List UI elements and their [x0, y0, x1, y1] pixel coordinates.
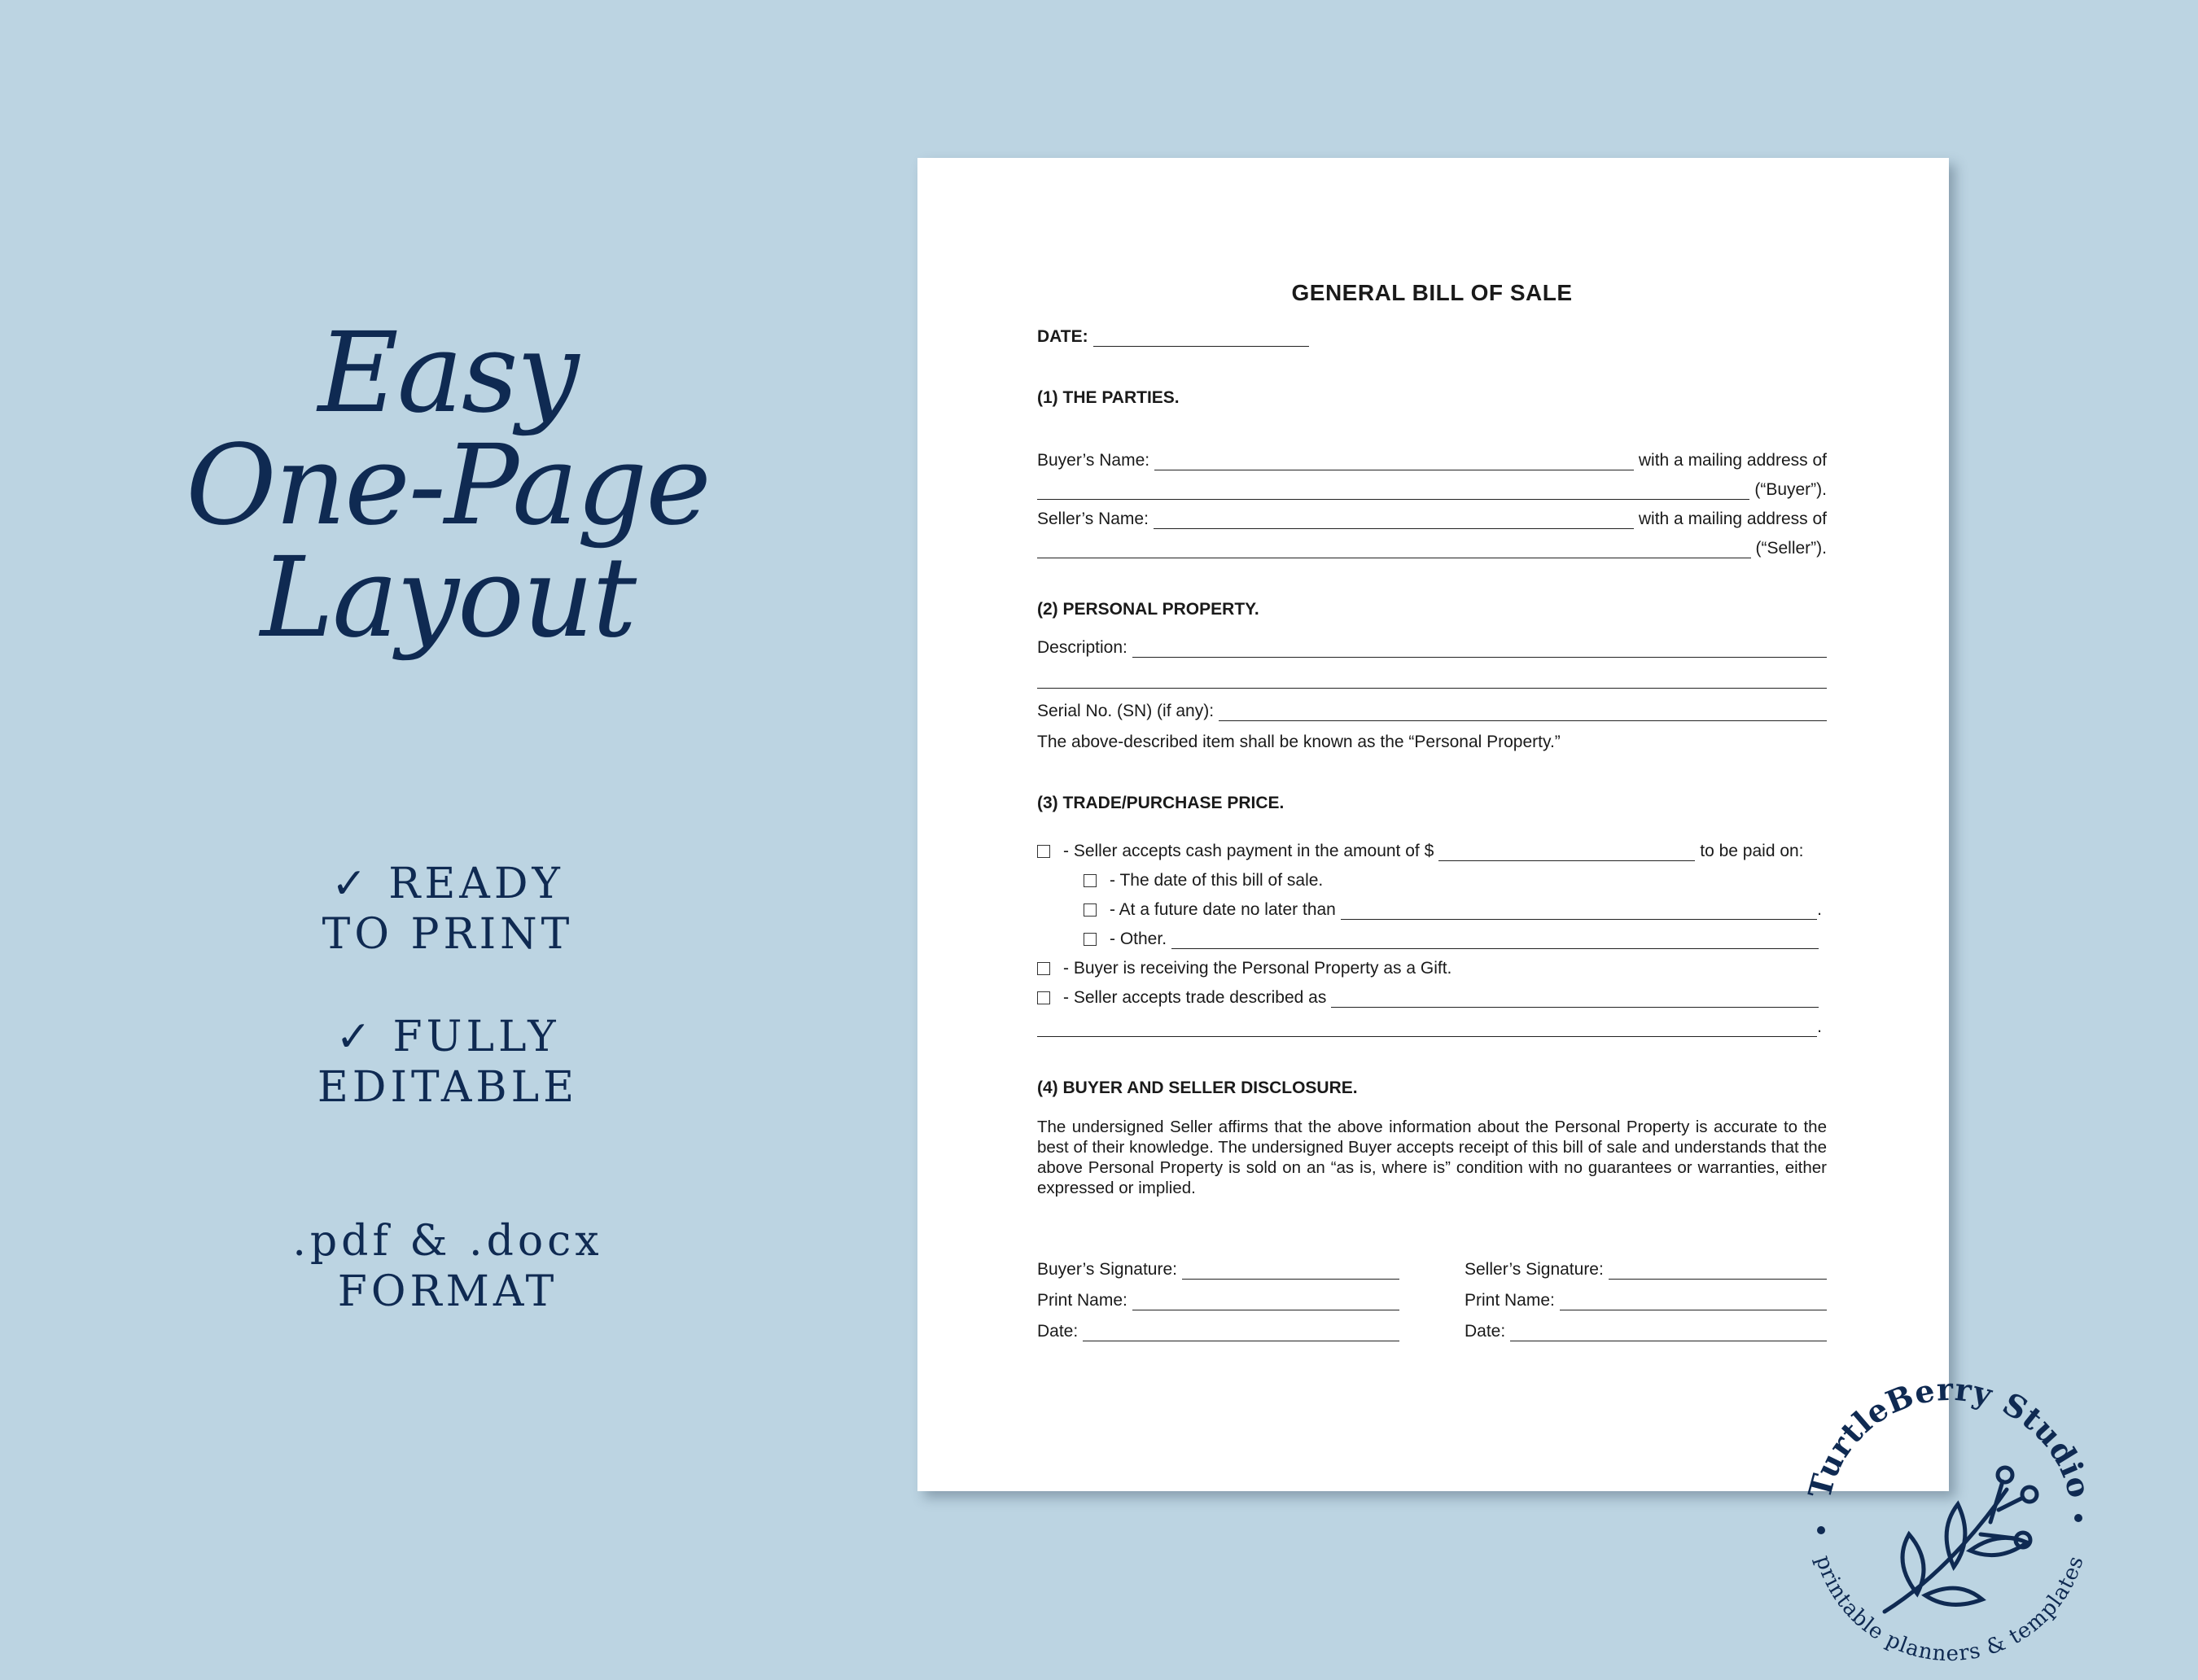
serial-line[interactable] [1219, 704, 1827, 721]
stamp-dot-left [1817, 1526, 1825, 1534]
seller-address-label: with a mailing address of [1638, 510, 1827, 528]
buyer-name-label: Buyer’s Name: [1037, 451, 1150, 470]
description-line-2[interactable] [1037, 672, 1827, 689]
trade-line[interactable] [1331, 991, 1819, 1008]
document-title: GENERAL BILL OF SALE [1291, 280, 1573, 305]
option-other-label: - Other. [1110, 930, 1167, 948]
buyer-print-name-line[interactable] [1132, 1293, 1399, 1310]
sprig-icon [1885, 1468, 2037, 1612]
description-line[interactable] [1132, 641, 1827, 658]
option-other-checkbox[interactable] [1084, 933, 1097, 946]
trade-option-row [1037, 987, 1827, 1008]
seller-print-name-label: Print Name: [1465, 1291, 1555, 1310]
seller-signature-column [1465, 1258, 1827, 1341]
buyer-date-label: Date: [1037, 1322, 1079, 1341]
document-page [917, 158, 1949, 1491]
feature-editable-line-1: ✓ FULLY [335, 1013, 560, 1061]
buyer-print-name-row [1037, 1289, 1399, 1310]
buyer-date-line[interactable] [1083, 1324, 1399, 1341]
seller-date-line[interactable] [1510, 1324, 1827, 1341]
gift-checkbox[interactable] [1037, 962, 1050, 975]
serial-row [1037, 700, 1827, 721]
section-price-heading: (3) TRADE/PURCHASE PRICE. [1037, 794, 1285, 812]
cash-amount-line[interactable] [1438, 844, 1695, 861]
seller-signature-row [1465, 1258, 1827, 1280]
headline-line-3: Layout [260, 534, 636, 663]
feature-format-line-1: .pdf & .docx [292, 1217, 603, 1266]
buyer-signature-label: Buyer’s Signature: [1037, 1260, 1177, 1279]
headline-line-2: One-Page [186, 422, 710, 550]
seller-signature-label: Seller’s Signature: [1465, 1260, 1604, 1279]
gift-label: - Buyer is receiving the Personal Property as a Gift. [1063, 959, 1452, 978]
description-row [1037, 637, 1827, 658]
signature-block [1037, 1258, 1827, 1341]
option-date-row [1037, 869, 1827, 890]
date-line[interactable] [1093, 330, 1309, 347]
date-label: DATE: [1037, 327, 1088, 346]
feature-ready-line-2: TO PRINT [322, 910, 574, 959]
seller-name-line[interactable] [1154, 512, 1634, 529]
feature-editable-line-2: EDITABLE [317, 1063, 579, 1112]
brand-stamp-logo [1795, 1367, 2104, 1677]
seller-date-label: Date: [1465, 1322, 1506, 1341]
seller-signature-line[interactable] [1609, 1262, 1827, 1280]
option-future-line[interactable] [1341, 903, 1817, 920]
seller-date-row [1465, 1320, 1827, 1341]
serial-label: Serial No. (SN) (if any): [1037, 702, 1215, 720]
seller-address-row [1037, 537, 1827, 558]
description-label: Description: [1037, 638, 1127, 657]
buyer-signature-column [1037, 1258, 1399, 1341]
buyer-print-name-label: Print Name: [1037, 1291, 1127, 1310]
trade-period: . [1817, 1017, 1822, 1036]
gift-option-row [1037, 957, 1827, 978]
buyer-address-row [1037, 479, 1827, 500]
feature-ready-to-print [0, 859, 895, 960]
description-row-2 [1037, 667, 1827, 689]
cash-checkbox[interactable] [1037, 845, 1050, 858]
seller-print-name-row [1465, 1289, 1827, 1310]
buyer-signature-line[interactable] [1182, 1262, 1399, 1280]
promo-panel [0, 0, 895, 1648]
disclosure-text: The undersigned Seller affirms that the above information about the Personal Property is accurate to the best of their knowledge. The undersigned Buyer accepts receipt of this bill of sale and understands that the above Personal Property is sold on an “as is, where is” condition with no guarantees or warranties, either expressed or implied. [1037, 1118, 1827, 1197]
cash-suffix: to be paid on: [1700, 842, 1804, 860]
buyer-date-row [1037, 1320, 1399, 1341]
feature-format [0, 1216, 895, 1317]
headline [0, 309, 895, 663]
option-other-line[interactable] [1171, 932, 1819, 949]
seller-print-name-line[interactable] [1560, 1293, 1827, 1310]
headline-line-1: Easy [317, 309, 578, 438]
stamp-bottom-text: printable planners & templates [1811, 1552, 2089, 1667]
seller-address-line[interactable] [1037, 541, 1751, 558]
option-date-label: - The date of this bill of sale. [1110, 871, 1324, 890]
trade-line-2[interactable] [1037, 1020, 1817, 1037]
feature-format-line-2: FORMAT [337, 1267, 558, 1316]
buyer-address-line[interactable] [1037, 483, 1749, 500]
buyer-tag: (“Buyer”). [1754, 480, 1827, 499]
option-other-row [1037, 928, 1827, 949]
known-as-row [1037, 731, 1827, 752]
feature-fully-editable [0, 1012, 895, 1113]
seller-name-row [1037, 508, 1827, 529]
trade-line-row-2 [1037, 1016, 1827, 1037]
known-as-text: The above-described item shall be known as the “Personal Property.” [1037, 733, 1561, 751]
seller-name-label: Seller’s Name: [1037, 510, 1149, 528]
section-disclosure-heading: (4) BUYER AND SELLER DISCLOSURE. [1037, 1078, 1358, 1097]
option-future-row [1037, 899, 1827, 920]
seller-tag: (“Seller”). [1755, 539, 1827, 558]
buyer-name-line[interactable] [1154, 453, 1634, 470]
trade-checkbox[interactable] [1037, 991, 1050, 1004]
document-body [1037, 280, 1827, 1341]
buyer-signature-row [1037, 1258, 1399, 1280]
cash-label: - Seller accepts cash payment in the amount of $ [1063, 842, 1434, 860]
option-future-period: . [1817, 900, 1822, 919]
stamp-svg [1795, 1367, 2104, 1677]
trade-label: - Seller accepts trade described as [1063, 988, 1327, 1007]
stamp-dot-right [2074, 1514, 2082, 1522]
buyer-name-row [1037, 449, 1827, 470]
option-date-checkbox[interactable] [1084, 874, 1097, 887]
section-property-heading: (2) PERSONAL PROPERTY. [1037, 600, 1259, 619]
stamp-top-text: TurtleBerry Studio [1801, 1370, 2099, 1503]
option-future-label: - At a future date no later than [1110, 900, 1336, 919]
feature-ready-line-1: ✓ READY [331, 860, 564, 908]
date-row [1037, 326, 1827, 347]
section-parties-heading: (1) THE PARTIES. [1037, 388, 1180, 407]
buyer-address-label: with a mailing address of [1638, 451, 1827, 470]
cash-option-row [1037, 840, 1827, 861]
option-future-checkbox[interactable] [1084, 903, 1097, 917]
